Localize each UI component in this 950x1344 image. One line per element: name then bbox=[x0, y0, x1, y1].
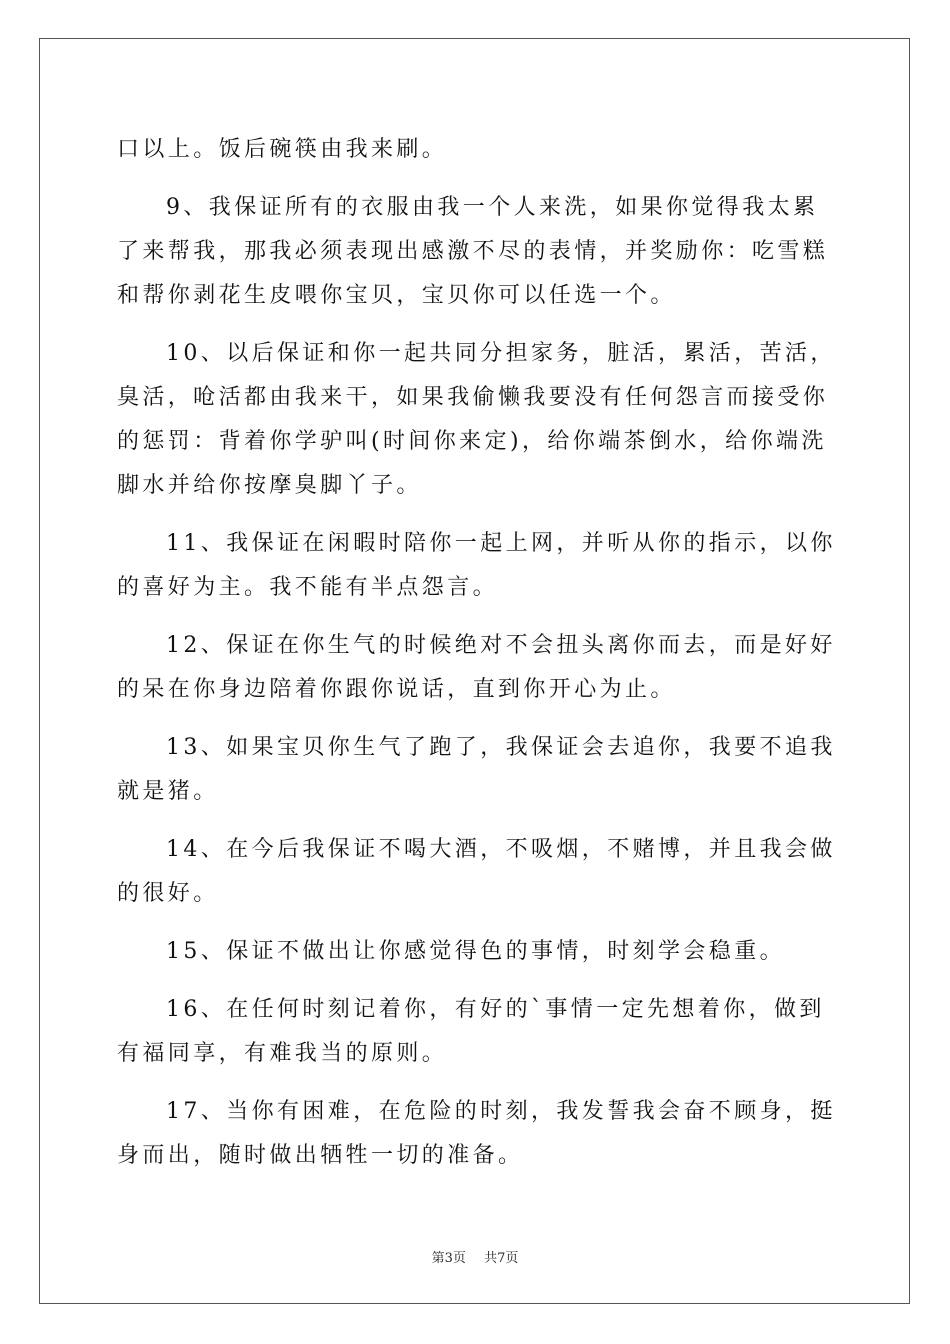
page-footer bbox=[0, 1247, 950, 1266]
paragraph-item-15: 15、保证不做出让你感觉得色的事情，时刻学会稳重。 bbox=[166, 939, 785, 964]
paragraph-item-16: 16、在任何时刻记着你，有好的`事情一定先想着你，做到有福同享，有难我当的原则。 bbox=[117, 997, 825, 1066]
paragraph-item-11: 11、我保证在闲暇时陪你一起上网，并听从你的指示，以你的喜好为主。我不能有半点怨言。 bbox=[117, 531, 836, 600]
paragraph-item-12: 12、保证在你生气的时候绝对不会扭头离你而去，而是好好的呆在你身边陪着你跟你说话，直到你开心为止。 bbox=[117, 633, 836, 702]
paragraph-item-9: 9、我保证所有的衣服由我一个人来洗，如果你觉得我太累了来帮我，那我必须表现出感激不尽的表情，并奖励你：吃雪糕和帮你剥花生皮喂你宝贝，宝贝你可以任选一个。 bbox=[117, 195, 829, 308]
paragraph-continuation: 口以上。饭后碗筷由我来刷。 bbox=[117, 137, 448, 162]
total-page-count: 共7页 bbox=[484, 1251, 519, 1266]
paragraph-item-13: 13、如果宝贝你生气了跑了，我保证会去追你，我要不追我就是猪。 bbox=[117, 735, 836, 804]
paragraph-item-14: 14、在今后我保证不喝大酒，不吸烟，不赌博，并且我会做的很好。 bbox=[117, 837, 836, 906]
current-page-number: 第3页 bbox=[431, 1251, 466, 1266]
paragraph-item-17: 17、当你有困难，在危险的时刻，我发誓我会奋不顾身，挺身而出，随时做出牺牲一切的准备。 bbox=[117, 1099, 836, 1168]
document-body bbox=[117, 128, 837, 1192]
paragraph-item-10: 10、以后保证和你一起共同分担家务，脏活，累活，苦活，臭活，呛活都由我来干，如果我偷懒我要没有任何怨言而接受你的惩罚：背着你学驴叫(时间你来定)，给你端茶倒水，给你端洗脚水并给你按摩臭脚丫子。 bbox=[117, 341, 836, 498]
